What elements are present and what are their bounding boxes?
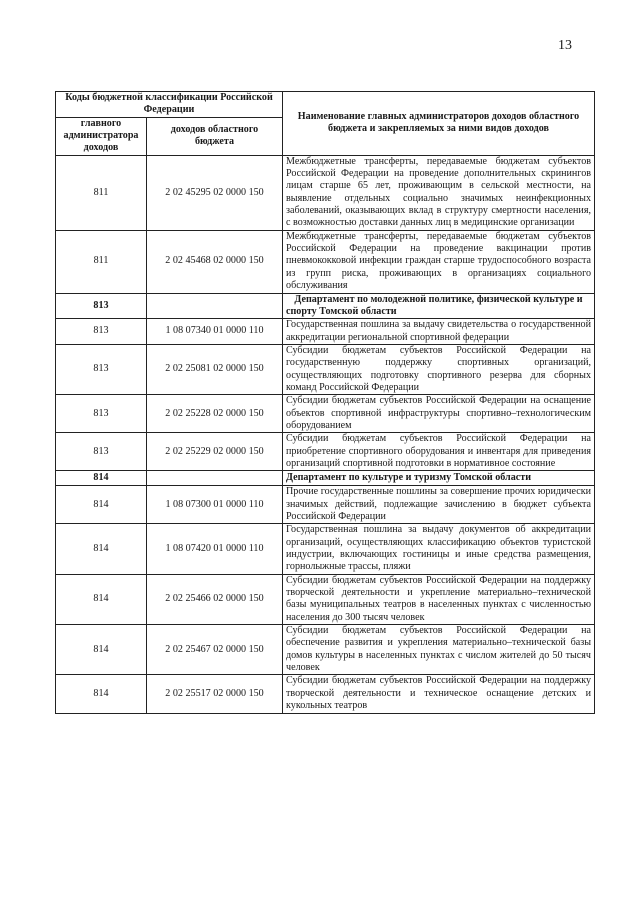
income-code-cell: 2 02 45468 02 0000 150 bbox=[147, 230, 283, 293]
income-code-cell: 2 02 25466 02 0000 150 bbox=[147, 574, 283, 624]
income-name-cell: Субсидии бюджетам субъектов Российской Федерации на поддержку творческой деятельности и техническое оснащение детских и кукольных театров bbox=[283, 675, 595, 713]
income-name-cell: Государственная пошлина за выдачу документов об аккредитации организаций, осуществляющих классификацию объектов туристской индустрии, включающих гостиницы и иные средства размещения, горнолыжные трассы, пляжи bbox=[283, 524, 595, 574]
budget-classification-table bbox=[55, 91, 595, 714]
income-code-cell: 1 08 07340 01 0000 110 bbox=[147, 319, 283, 345]
table-row bbox=[56, 524, 595, 574]
income-name-cell: Субсидии бюджетам субъектов Российской Федерации на государственную поддержку спортивных организаций, осуществляющих подготовку спортивного резерва для сборных команд Российской Федерации bbox=[283, 344, 595, 394]
income-code-cell: 1 08 07300 01 0000 110 bbox=[147, 486, 283, 524]
admin-code-cell: 814 bbox=[56, 625, 147, 675]
income-name-cell: Субсидии бюджетам субъектов Российской Федерации на поддержку творческой деятельности и укрепление материально–технической базы муниципальных театров в населенных пунктах с численностью населения до 300 тысяч человек bbox=[283, 574, 595, 624]
table-row bbox=[56, 433, 595, 471]
income-code-cell: 2 02 25467 02 0000 150 bbox=[147, 625, 283, 675]
admin-code-cell: 813 bbox=[56, 344, 147, 394]
admin-code-cell: 814 bbox=[56, 574, 147, 624]
income-name-cell: Межбюджетные трансферты, передаваемые бюджетам субъектов Российской Федерации на проведение вакцинации против пневмококковой инфекции граждан старше трудоспособного возраста из групп риска, проживающих в организациях социального обслуживания bbox=[283, 230, 595, 293]
income-code-cell: 2 02 25229 02 0000 150 bbox=[147, 433, 283, 471]
income-code-cell: 2 02 25228 02 0000 150 bbox=[147, 395, 283, 433]
header-admin-column: главного администратора доходов bbox=[56, 117, 147, 155]
department-name-cell: Департамент по молодежной политике, физической культуре и спорту Томской области bbox=[283, 293, 595, 319]
admin-code-cell: 813 bbox=[56, 319, 147, 345]
income-code-cell: 2 02 25517 02 0000 150 bbox=[147, 675, 283, 713]
department-row bbox=[56, 293, 595, 319]
table-row bbox=[56, 675, 595, 713]
table-row bbox=[56, 574, 595, 624]
income-code-cell: 2 02 45295 02 0000 150 bbox=[147, 155, 283, 230]
table-row bbox=[56, 486, 595, 524]
admin-code-cell: 811 bbox=[56, 155, 147, 230]
admin-code-cell: 813 bbox=[56, 433, 147, 471]
admin-code-cell: 814 bbox=[56, 471, 147, 486]
income-name-cell: Государственная пошлина за выдачу свидетельства о государственной аккредитации региональной спортивной федерации bbox=[283, 319, 595, 345]
table-row bbox=[56, 230, 595, 293]
department-row bbox=[56, 471, 595, 486]
income-name-cell: Субсидии бюджетам субъектов Российской Федерации на обеспечение развития и укрепления материально–технической базы домов культуры в населенных пунктах с числом жителей до 50 тысяч человек bbox=[283, 625, 595, 675]
table-row bbox=[56, 395, 595, 433]
income-name-cell: Субсидии бюджетам субъектов Российской Федерации на приобретение спортивного оборудования и инвентаря для приведения организаций спортивной подготовки в нормативное состояние bbox=[283, 433, 595, 471]
admin-code-cell: 814 bbox=[56, 486, 147, 524]
table-row bbox=[56, 155, 595, 230]
admin-code-cell: 813 bbox=[56, 293, 147, 319]
department-name-cell: Департамент по культуре и туризму Томской области bbox=[283, 471, 595, 486]
admin-code-cell: 813 bbox=[56, 395, 147, 433]
income-code-cell: 1 08 07420 01 0000 110 bbox=[147, 524, 283, 574]
income-code-cell bbox=[147, 471, 283, 486]
admin-code-cell: 811 bbox=[56, 230, 147, 293]
income-code-cell: 2 02 25081 02 0000 150 bbox=[147, 344, 283, 394]
admin-code-cell: 814 bbox=[56, 524, 147, 574]
header-code-column: доходов областного бюджета bbox=[147, 117, 283, 155]
income-code-cell bbox=[147, 293, 283, 319]
income-name-cell: Прочие государственные пошлины за совершение прочих юридически значимых действий, подлежащие зачислению в бюджет субъекта Российской Федерации bbox=[283, 486, 595, 524]
table-row bbox=[56, 344, 595, 394]
income-name-cell: Субсидии бюджетам субъектов Российской Федерации на оснащение объектов спортивной инфраструктуры спортивно–технологическим оборудованием bbox=[283, 395, 595, 433]
admin-code-cell: 814 bbox=[56, 675, 147, 713]
table-row bbox=[56, 319, 595, 345]
page-number: 13 bbox=[558, 38, 572, 53]
table-row bbox=[56, 625, 595, 675]
header-codes-group: Коды бюджетной классификации Российской Федерации bbox=[56, 92, 283, 118]
income-name-cell: Межбюджетные трансферты, передаваемые бюджетам субъектов Российской Федерации на проведение дополнительных скринингов лицам старше 65 лет, проживающим в сельской местности, на выявление отдельных социально значимых неинфекционных заболеваний, оказывающих вклад в структуру смертности населения, с возможностью доставки данных лиц в медицинские организации bbox=[283, 155, 595, 230]
header-name-column: Наименование главных администраторов доходов областного бюджета и закрепляемых за ними видов доходов bbox=[283, 92, 595, 156]
